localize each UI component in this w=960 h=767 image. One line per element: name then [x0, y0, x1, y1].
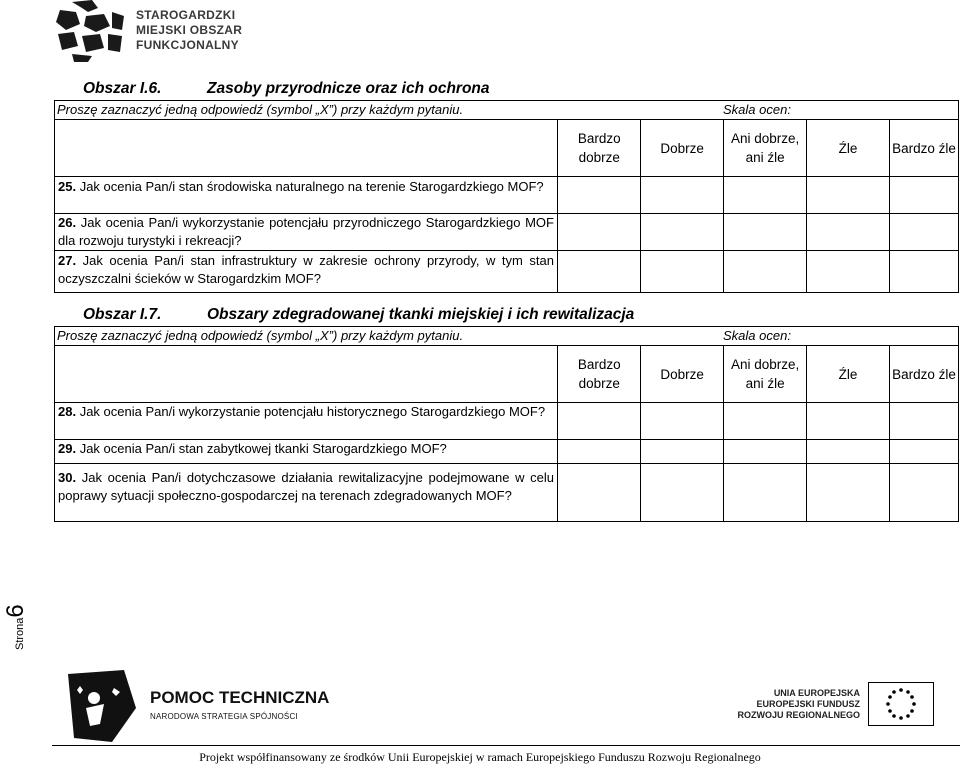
answer-box[interactable] [558, 177, 641, 214]
instruction: Proszę zaznaczyć jedną odpowiedź (symbol „X”) przy każdym pytaniu. [57, 328, 464, 343]
answer-box[interactable] [641, 403, 724, 440]
project-text: Projekt współfinansowany ze środków Unii Europejskiej w ramach Europejskiego Funduszu Rozwoju Regionalnego [199, 750, 761, 764]
question-text: Jak ocenia Pan/i wykorzystanie potencjału przyrodniczego Starogardzkiego MOF dla rozwoju turystyki i rekreacji? [58, 215, 554, 248]
ue-text [700, 688, 860, 721]
answer-box[interactable] [641, 464, 724, 522]
answer-box[interactable] [558, 251, 641, 293]
ue-line: ROZWOJU REGIONALNEGO [737, 710, 860, 720]
question [58, 403, 554, 440]
answer-box[interactable] [641, 440, 724, 464]
scale-ani: Ani dobrze, ani źle [724, 120, 807, 177]
answer-box[interactable] [890, 464, 959, 522]
answer-box[interactable] [558, 214, 641, 251]
question [58, 178, 554, 214]
question-text: Jak ocenia Pan/i wykorzystanie potencjału historycznego Starogardzkiego MOF? [79, 404, 546, 419]
answer-box[interactable] [807, 440, 890, 464]
answer-box[interactable] [558, 403, 641, 440]
page-num: 6 [2, 604, 29, 618]
scale-ani: Ani dobrze, ani źle [724, 346, 807, 403]
question [58, 214, 554, 252]
question-number: 26. [58, 215, 77, 230]
answer-box[interactable] [724, 440, 807, 464]
question-number: 25. [58, 179, 77, 194]
instruction: Proszę zaznaczyć jedną odpowiedź (symbol „X”) przy każdym pytaniu. [57, 102, 464, 117]
question [58, 440, 554, 469]
answer-box[interactable] [724, 464, 807, 522]
scale-title: Skala ocen: [723, 328, 791, 343]
answer-box[interactable] [807, 177, 890, 214]
page-number [2, 604, 30, 650]
question-list [58, 178, 554, 288]
answer-box[interactable] [890, 403, 959, 440]
question [58, 469, 554, 505]
logo-line: STAROGARDZKI [136, 8, 236, 22]
mof-logo-icon [52, 0, 126, 62]
eu-flag-icon [868, 682, 934, 726]
question-number: 28. [58, 404, 77, 419]
section-label: Obszar I.6. [83, 80, 162, 97]
page-label: Strona [14, 617, 26, 650]
scale-bardzo-zle: Bardzo źle [890, 120, 959, 177]
header-blank [55, 346, 558, 403]
answer-box[interactable] [641, 177, 724, 214]
answer-box[interactable] [724, 177, 807, 214]
answer-box[interactable] [807, 403, 890, 440]
answer-box[interactable] [890, 251, 959, 293]
question-text: Jak ocenia Pan/i stan infrastruktury w zakresie ochrony przyrody, w tym stan oczyszczalni ścieków w Starogardzkim MOF? [58, 253, 554, 286]
scale-zle: Źle [807, 120, 890, 177]
logo-text [136, 8, 242, 53]
answer-box[interactable] [558, 440, 641, 464]
footer-divider [52, 745, 960, 746]
logo-line: MIEJSKI OBSZAR [136, 23, 243, 37]
question-list [58, 403, 554, 505]
pomoc-techniczna-logo-icon [64, 668, 140, 744]
pomoc-subtitle: NARODOWA STRATEGIA SPÓJNOŚCI [150, 712, 298, 721]
answer-box[interactable] [890, 177, 959, 214]
answer-box[interactable] [724, 403, 807, 440]
question-text: Jak ocenia Pan/i dotychczasowe działania rewitalizacyjne podejmowane w celu poprawy sytuacji społeczno-gospodarczej na terenach zdegradowanych MOF? [58, 470, 554, 503]
answer-box[interactable] [641, 214, 724, 251]
answer-box[interactable] [890, 214, 959, 251]
section-label: Obszar I.7. [83, 306, 162, 323]
section-title: Zasoby przyrodnicze oraz ich ochrona [207, 80, 490, 97]
scale-dobrze: Dobrze [641, 346, 724, 403]
question-text: Jak ocenia Pan/i stan środowiska naturalnego na terenie Starogardzkiego MOF? [79, 179, 544, 194]
logo-line: FUNKCJONALNY [136, 38, 239, 52]
section-title: Obszary zdegradowanej tkanki miejskiej i ich rewitalizacja [207, 306, 635, 323]
scale-bardzo-dobrze: Bardzo dobrze [558, 346, 641, 403]
answer-box[interactable] [724, 214, 807, 251]
scale-dobrze: Dobrze [641, 120, 724, 177]
answer-box[interactable] [641, 251, 724, 293]
answer-box[interactable] [807, 464, 890, 522]
question-text: Jak ocenia Pan/i stan zabytkowej tkanki Starogardzkiego MOF? [79, 441, 447, 456]
question-number: 27. [58, 253, 77, 268]
scale-bardzo-zle: Bardzo źle [890, 346, 959, 403]
question-number: 30. [58, 470, 77, 485]
scale-zle: Źle [807, 346, 890, 403]
question-number: 29. [58, 441, 77, 456]
ue-line: EUROPEJSKI FUNDUSZ [756, 699, 860, 709]
answer-box[interactable] [807, 251, 890, 293]
ue-line: UNIA EUROPEJSKA [773, 688, 860, 698]
answer-box[interactable] [890, 440, 959, 464]
scale-title: Skala ocen: [723, 102, 791, 117]
pomoc-title: POMOC TECHNICZNA [150, 688, 330, 707]
answer-box[interactable] [724, 251, 807, 293]
header-blank [55, 120, 558, 177]
question [58, 252, 554, 288]
scale-bardzo-dobrze: Bardzo dobrze [558, 120, 641, 177]
answer-box[interactable] [807, 214, 890, 251]
answer-box[interactable] [558, 464, 641, 522]
